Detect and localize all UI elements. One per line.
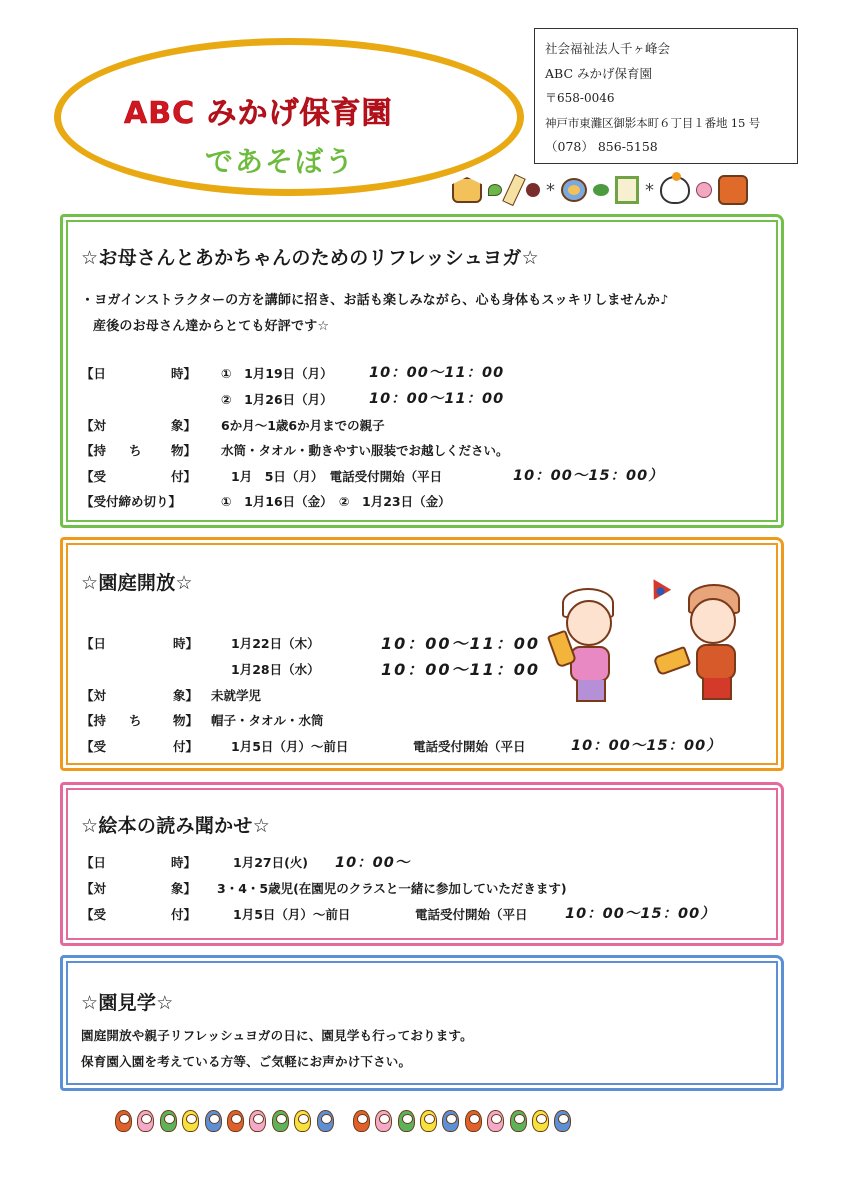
picture-book-section: ☆絵本の読み聞かせ☆ 【日 時】 1月27日(火) 10：00～ 【対 象】 3・4・5歳児(在園児のクラスと一緒に参加していただきます) 【受 付】 1月5日（月）～前日 電話受付開始（平日 10：00～15：00） (60, 782, 784, 946)
asterisk-icon: * (546, 179, 555, 201)
daruma-icon (115, 1110, 132, 1132)
daruma-decoration-row (115, 1110, 577, 1138)
karuta-card-icon (615, 176, 639, 204)
children-playing-hanetsuki-illustration (548, 578, 768, 698)
page-title: ABC みかげ保育園 (124, 96, 393, 131)
yoga-section-title: ☆お母さんとあかちゃんのためのリフレッシュヨガ☆ (81, 247, 539, 269)
nursery-name: ABC みかげ保育園 (545, 65, 652, 81)
sprig-icon (593, 184, 609, 196)
garden-open-section: ☆園庭開放☆ 【日 時】 1月22日（木） 10：00～11：00 1月28日（水） 10：00～11：00 【対 象】 未就学児 【持 ち 物】 帽子・タオル・水筒 【受 付】 1月5日（月）～前日 電話受付開始（平日 10：00～15：00） (60, 537, 784, 771)
flower-icon (526, 183, 540, 197)
daruma-icon (353, 1110, 370, 1132)
daruma-icon (554, 1110, 571, 1132)
plum-blossom-icon (696, 182, 712, 198)
daruma-icon (510, 1110, 527, 1132)
nursery-tour-section (60, 955, 784, 1091)
corporation-name: 社会福祉法人千ヶ峰会 (545, 41, 671, 56)
daruma-icon (294, 1110, 311, 1132)
daruma-icon (160, 1110, 177, 1132)
bamboo-leaf-icon (488, 184, 502, 196)
new-year-decoration-row (452, 170, 792, 210)
daruma-icon (420, 1110, 437, 1132)
spinning-top-icon (561, 178, 587, 202)
shuttlecock-icon (645, 574, 671, 600)
daruma-icon (137, 1110, 154, 1132)
daruma-icon (442, 1110, 459, 1132)
address-box (534, 28, 798, 164)
garden-section-title: ☆園庭開放☆ (81, 572, 193, 594)
phone-number: （078） 856-5158 (545, 139, 658, 154)
kite-doll-icon (718, 175, 748, 205)
yoga-description-line-1: ・ヨガインストラクターの方を講師に招き、お話も楽しみながら、心も身体もスッキリしませんか♪ (81, 293, 669, 308)
daruma-icon (465, 1110, 482, 1132)
daruma-icon (398, 1110, 415, 1132)
daruma-icon (272, 1110, 289, 1132)
kagami-mochi-icon (660, 176, 690, 204)
daruma-icon (487, 1110, 504, 1132)
daruma-icon (227, 1110, 244, 1132)
daruma-icon (375, 1110, 392, 1132)
ema-icon (452, 177, 482, 203)
yoga-description-line-2: 産後のお母さん達からとても好評です☆ (93, 319, 330, 334)
daruma-icon (205, 1110, 222, 1132)
daruma-icon (532, 1110, 549, 1132)
picture-book-section-title: ☆絵本の読み聞かせ☆ (81, 815, 271, 837)
daruma-icon (249, 1110, 266, 1132)
kite-icon (502, 174, 526, 206)
tour-text-line-1: 園庭開放や親子リフレッシュヨガの日に、園見学も行っております。 (81, 1028, 473, 1043)
page-subtitle: であそぼう (205, 145, 356, 178)
daruma-icon (317, 1110, 334, 1132)
tour-section-title: ☆園見学☆ (81, 992, 174, 1014)
yoga-section: ☆お母さんとあかちゃんのためのリフレッシュヨガ☆ ・ヨガインストラクターの方を講師に招き、お話も楽しみながら、心も身体もスッキリしませんか♪ 産後のお母さん達からとても好評です☆ 【日 時】 ① 1月19日（月） 10：00～11：00 ② 1月26日（月） 10：00～11：00 【対 象】 6か月～1歳6か月までの親子 【持 ち 物】 水筒・タオル・動きやすい服装でお越しください。 【受 付】 1月 5日（月） 電話受付開始（平日 10：00～15：00） 【受付締め切り】 ① 1月16日（金） ② 1月23日（金） (60, 214, 784, 528)
asterisk-icon: * (645, 179, 654, 201)
tour-text-line-2: 保育園入園を考えている方等、ご気軽にお声かけ下さい。 (81, 1054, 412, 1069)
daruma-icon (182, 1110, 199, 1132)
street-address: 神戸市東灘区御影本町６丁目１番地 15 号 (545, 115, 761, 130)
postal-code: 〒658-0046 (545, 91, 615, 105)
